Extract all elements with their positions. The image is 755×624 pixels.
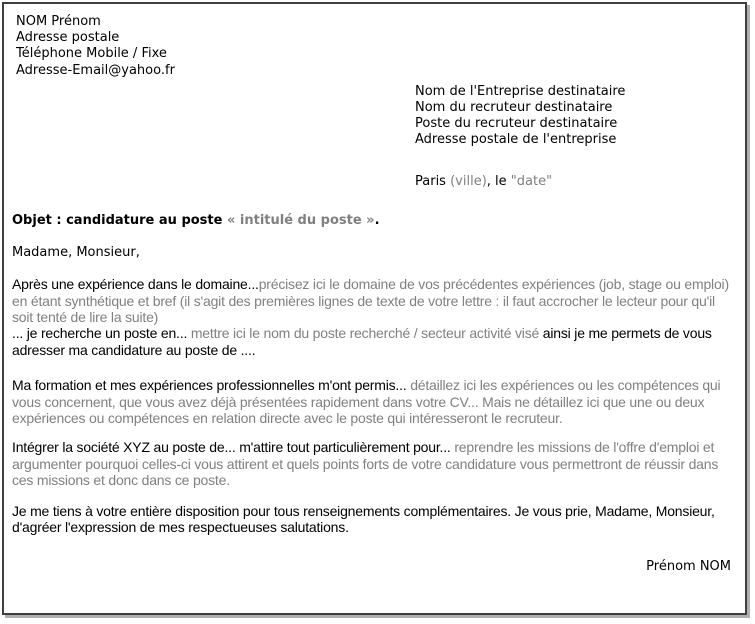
sender-phone: Téléphone Mobile / Fixe — [16, 46, 167, 62]
subject-period: . — [374, 212, 380, 228]
paragraph-training — [12, 377, 737, 426]
date-separator: , le — [486, 173, 511, 189]
paragraph-closing: Je me tiens à votre entière disposition pour tous renseignements complémentaires. Je vous prie, Madame, Monsieur, d'agréer l'expression de mes respectueuses salutations. — [12, 502, 715, 536]
sender-name: NOM Prénom — [16, 14, 101, 29]
date-city: Paris — [415, 173, 451, 189]
subject-line — [12, 213, 737, 229]
subject-placeholder: « intitulé du poste » — [226, 212, 375, 228]
sender-email: Adresse-Email@yahoo.fr — [16, 62, 175, 78]
p1-search-text: ... je recherche un poste en... — [12, 325, 191, 342]
letter-page — [2, 2, 747, 615]
subject-label: Objet : candidature au poste — [12, 212, 227, 228]
p1-lead-text: Après une expérience dans le domaine... — [12, 276, 259, 293]
paragraph-experience — [12, 276, 737, 358]
recipient-block — [415, 84, 745, 149]
p2-hint-skills: détaillez ici les expériences ou les compétences qui vous concernent, que vous avez déjà présentées rapidement dans votre CV... Mais ne détaillez ici que une ou deux expériences ou compétences en relation directe avec le poste qui intéresseront le recruteur. — [12, 377, 721, 427]
sender-address: Adresse postale — [16, 30, 120, 46]
p3-hint-missions: reprendre les missions de l'offre d'emploi et argumenter pourquoi celles-ci vous attirent et quels points forts de votre candidature vous permettront de réussir dans ces missions et donc dans ce poste. — [12, 439, 719, 489]
recipient-recruiter-name: Nom du recruteur destinataire — [415, 100, 613, 116]
p1-hint-domain: précisez ici le domaine de vos précédentes expériences (job, stage ou emploi) en étant synthétique et bref (il s'agit des premières lignes de texte de votre lettre : il faut accrocher le lecteur pour qu'il soit tenté de lire la suite) — [12, 276, 729, 326]
date-placeholder: "date" — [510, 173, 553, 189]
recipient-company-address: Adresse postale de l'entreprise — [415, 132, 617, 148]
p1-apply-text: ainsi je me permets de vous adresser ma candidature au poste de .... — [12, 325, 712, 358]
signature: Prénom NOM — [646, 558, 731, 574]
paragraph-motivation — [12, 439, 737, 488]
p1-hint-position: mettre ici le nom du poste recherché / secteur activité visé — [190, 325, 543, 342]
date-city-placeholder: (ville) — [450, 173, 487, 189]
sender-block — [16, 14, 745, 79]
p3-lead-text: Intégrer la société XYZ au poste de... m'attire tout particulièrement pour... — [12, 439, 455, 456]
date-line — [415, 174, 745, 190]
recipient-recruiter-title: Poste du recruteur destinataire — [415, 116, 618, 132]
p2-lead-text: Ma formation et mes expériences professionnelles m'ont permis... — [12, 377, 411, 394]
recipient-company: Nom de l'Entreprise destinataire — [415, 83, 626, 99]
salutation: Madame, Monsieur, — [12, 245, 140, 261]
